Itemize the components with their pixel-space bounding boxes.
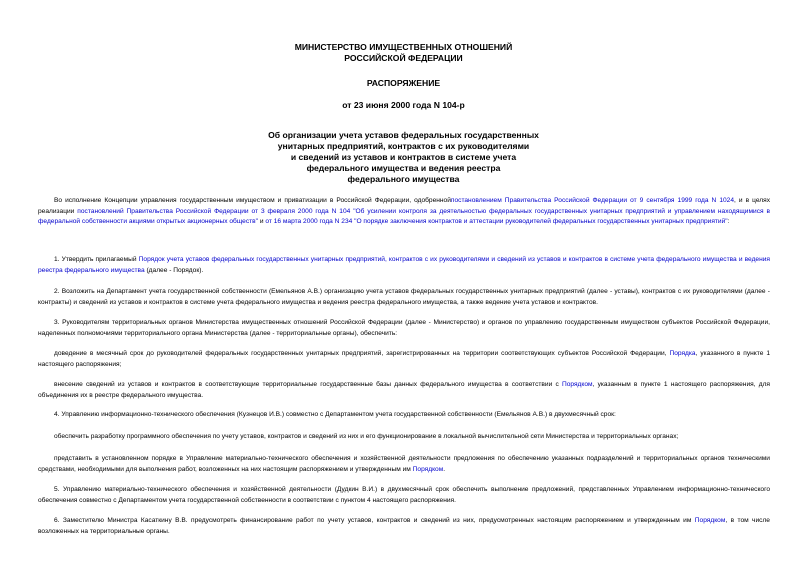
paragraph-4: 4. Управлению информационно-технического обеспечения (Кузнецов И.В.) совместно с Департаментом учета государственной собственности (Емельянов А.В.) в двухмесячный срок: — [54, 411, 616, 418]
link-procedure[interactable]: Порядком — [561, 381, 593, 388]
text: , и в целях реализации — [38, 197, 771, 215]
document-type: РАСПОРЯЖЕНИЕ — [366, 78, 441, 88]
paragraph-3a — [38, 349, 770, 370]
paragraph-3: 3. Руководителям территориальных органов Министерства имущественных отношений Российской Федерации (далее - Министерство) и органов по управлению государственным имуществом субъектов Российской Федерации, наделенных полномочиями территориального органа Министерства (далее - территориальные органы), обеспечить: — [38, 319, 770, 337]
link-procedure[interactable]: Порядка — [669, 350, 696, 357]
text: 1. Утвердить прилагаемый — [54, 256, 139, 263]
title-line: федерального имущества — [347, 174, 460, 184]
text: , указанным в пункте 1 настоящего распоряжения, для объединения их в реестре федерального имущества. — [38, 381, 770, 399]
paragraph-3b — [38, 380, 770, 401]
ministry-title — [0, 42, 807, 64]
title-line: федерального имущества и ведения реестра — [306, 163, 501, 173]
paragraph-4a: обеспечить разработку программного обеспечения по учету уставов, контрактов и сведений из них и его функционирование в локальной вычислительной сети Министерства и территориальных органах; — [54, 433, 679, 440]
text: представить в установленном порядке в Управление материально-технического обеспечения и хозяйственной деятельности предложения по обеспечению указанных подразделений и территориальных органов техническими средствами, необходимыми для выполнения работ, возложенных на них настоящим распоряжением и утвержденным им — [38, 455, 770, 473]
link-procedure[interactable]: Порядком — [694, 517, 726, 524]
link-decree-1024[interactable]: постановлением Правительства Российской Федерации от 9 сентября 1999 года N 1024 — [450, 197, 735, 204]
link-procedure[interactable]: Порядок учета уставов федеральных государственных унитарных предприятий, контрактов с их руководителями и сведений из уставов и контрактов в системе учета федерального имущества и ведения реестра федерального имущества — [38, 256, 770, 274]
title-line: унитарных предприятий, контрактов с их руководителями — [277, 141, 530, 151]
document-title — [0, 130, 807, 185]
link-decree-234[interactable]: от 16 марта 2000 года N 234 "О порядке заключения контрактов и аттестации руководителей федеральных государственных унитарных предприятий" — [265, 218, 728, 225]
text: и — [257, 218, 266, 225]
text: . — [443, 465, 446, 473]
text: , указанного в пункте 1 настоящего распоряжения; — [38, 350, 770, 368]
link-decree-104[interactable]: постановлений Правительства Российской Федерации от 3 февраля 2000 года N 104 "Об усилении контроля за деятельностью федеральных государственных унитарных предприятий и управлением находящимися в федеральной собственности акциями открытых акционерных обществ" — [38, 207, 770, 225]
text: 6. Заместителю Министра Касаткину В.В. предусмотреть финансирование работ по учету уставов, контрактов и сведений из них, предусмотренных настоящим распоряжением и утвержденным им — [54, 517, 695, 524]
ministry-line-2: РОССИЙСКОЙ ФЕДЕРАЦИИ — [344, 53, 463, 63]
link-procedure[interactable]: Порядком — [412, 465, 444, 473]
text: : — [727, 218, 730, 225]
ministry-line-1: МИНИСТЕРСТВО ИМУЩЕСТВЕННЫХ ОТНОШЕНИЙ — [294, 42, 513, 52]
text: (далее - Порядок). — [144, 266, 204, 274]
title-line: и сведений из уставов и контрактов в системе учета — [290, 152, 517, 162]
paragraph-4b — [38, 454, 770, 475]
paragraph-intro — [38, 196, 770, 228]
text: Во исполнение Концепции управления государственным имуществом и приватизации в Российской Федерации, одобренной — [54, 197, 451, 204]
paragraph-1 — [38, 255, 770, 276]
text: , в том числе возложенных на территориальные органы. — [38, 517, 770, 535]
paragraph-6 — [38, 516, 770, 537]
document-date-number: от 23 июня 2000 года N 104-р — [342, 100, 465, 110]
title-line: Об организации учета уставов федеральных государственных — [268, 130, 539, 140]
paragraph-5: 5. Управлению материально-технического обеспечения и хозяйственной деятельности (Дудкин В.И.) в двухмесячный срок обеспечить выполнение предложений, представленных Управлением информационно-технического обеспечения совместно с Департаментом учета государственной собственности в соответствии с пунктом 4 настоящего распоряжения. — [38, 486, 770, 504]
paragraph-2: 2. Возложить на Департамент учета государственной собственности (Емельянов А.В.) организацию учета уставов федеральных государственных унитарных предприятий (далее - уставы), контрактов с их руководителями (далее - контракты) и сведений из уставов и контрактов в системе учета федерального имущества и ведения реестра федерального имущества, а также ведение учета уставов и контрактов. — [38, 288, 770, 306]
text: внесение сведений из уставов и контрактов в соответствующие территориальные государственные базы данных федерального имущества в соответствии с — [54, 381, 562, 388]
text: доведение в месячный срок до руководителей федеральных государственных унитарных предприятий, зарегистрированных на территории соответствующих субъектов Российской Федерации, — [54, 350, 670, 357]
